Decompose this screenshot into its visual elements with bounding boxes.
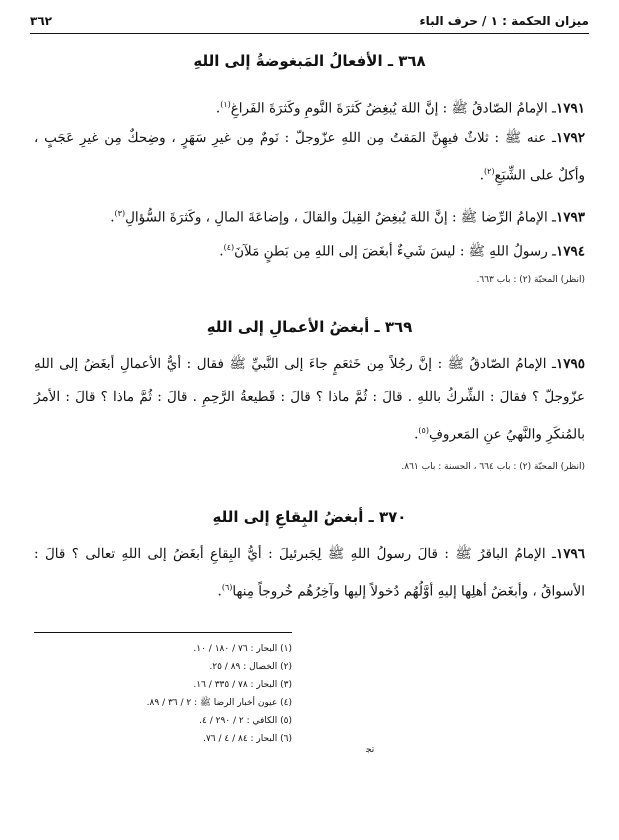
cross-reference: (انظر) المحبّة (٢) : باب ٦٦٣.: [476, 275, 585, 285]
footnote-5: (٥) الكافي : ٢ / ٢٩٠ / ٤.: [199, 716, 292, 726]
hadith-number: ١٧٩٣: [555, 209, 585, 226]
footnote-1: (١) البحار : ٧٦ / ١٨٠ / ١٠.: [193, 644, 292, 654]
cross-reference: (انظر) المحبّة (٢) : باب ٦٦٤ ، الحسنة : باب ٨٦١.: [401, 462, 585, 472]
section-title-369: ٣٦٩ ـ أبغضُ الأعمالِ إلى اللهِ: [206, 318, 413, 336]
footnote-marker: (٦): [221, 583, 233, 592]
hadith-text: ـ رسولُ اللهِ ﷺ : ليسَ شَيءٌ أبغَضَ إلى اللهِ مِن بَطنٍ مَلآنَ: [234, 243, 556, 260]
footnote-6: (٦) البحار : ٨٤ / ٤ / ٧٦.: [203, 734, 292, 744]
hadith-1791: ١٧٩١ـ الإمامُ الصّادقُ ﷺ : إنَّ اللهَ يُبغِضُ كَثرَةَ النَّومِ وكَثرَةَ الفَراغِ$^{(١)}$.: [215, 100, 585, 117]
running-title: ميزان الحكمة : ١ / حرف الباء: [419, 14, 589, 28]
hadith-number: ١٧٩٦: [555, 546, 585, 562]
section-title-368: ٣٦٨ ـ الأفعالُ المَبغوضةُ إلى اللهِ: [193, 52, 426, 70]
hadith-number: ١٧٩٤: [555, 243, 585, 260]
hadith-text: ـ عنه ﷺ : ثلاثٌ فيهِنَّ المَقتُ مِن اللهِ عزّوجلّ : نَومٌ مِن غيرِ سَهَرٍ ، وضِحكٌ مِن غيرِ عَجَبٍ ، وأكلٌ على الشِّبَعِ: [34, 130, 585, 184]
hadith-1793: ١٧٩٣ـ الإمامُ الرِّضا ﷺ : إنَّ اللهَ يُبغِضُ القِيلَ والقالَ ، وإضاعَةَ المالِ ، وكَثرَةَ السُّؤالِ$^{(٣)}$.: [110, 209, 585, 226]
hadith-number: ١٧٩٥: [555, 356, 585, 372]
footnote-marker: (٢): [484, 167, 495, 176]
hadith-text: ـ الإمامُ الرِّضا ﷺ : إنَّ اللهَ يُبغِضُ القِيلَ والقالَ ، وإضاعَةَ المالِ ، وكَثرَةَ السُّؤالِ: [125, 209, 556, 226]
hadith-number: ١٧٩٢: [555, 130, 585, 146]
hadith-number: ١٧٩١: [555, 100, 585, 117]
footnote-3: (٣) البحار : ٧٨ / ٣٣٥ / ١٦.: [193, 680, 292, 690]
header-divider: [30, 33, 589, 34]
hadith-1794: ١٧٩٤ـ رسولُ اللهِ ﷺ : ليسَ شَيءٌ أبغَضَ إلى اللهِ مِن بَطنٍ مَلآنَ$^{(٤)}$.: [219, 243, 585, 260]
footnote-2: (٢) الخصال : ٨٩ / ٢٥.: [209, 662, 292, 672]
footnote-divider: [34, 632, 292, 633]
running-header: [30, 10, 589, 32]
footnote-marker: (٤): [223, 243, 235, 252]
hadith-1795: ١٧٩٥ـ الإمامُ الصّادقُ ﷺ : إنَّ رجُلاً مِن خَثعَمٍ جاءَ إلى النَّبيِّ ﷺ فقال : أيُّ الأعمالِ أبغَضُ إلى اللهِ عزّوجلّ ؟ فقالَ : الشِّركُ باللهِ . قالَ : ثُمَّ ماذا ؟ قالَ : قَطيعةُ الرَّحِمِ . قالَ : ثُمَّ ماذا ؟ قالَ : الأمرُ بالمُنكَرِ والنَّهيُ عنِ المَعروفِ$^{(٥)}$.: [34, 356, 585, 443]
hadith-1792: ١٧٩٢ـ عنه ﷺ : ثلاثٌ فيهِنَّ المَقتُ مِن اللهِ عزّوجلّ : نَومٌ مِن غيرِ سَهَرٍ ، وضِحكٌ مِن غيرِ عَجَبٍ ، وأكلٌ على الشِّبَعِ$^{(٢)}$.: [34, 130, 585, 184]
footnote-4: (٤) عيون أخبار الرضا ﷺ : ٢ / ٣٦ / ٨٩.: [146, 698, 292, 708]
page-number: ٣٦٢: [30, 14, 52, 28]
hadith-text: ـ الإمامُ الصّادقُ ﷺ : إنَّ اللهَ يُبغِضُ كَثرَةَ النَّومِ وكَثرَةَ الفَراغِ: [230, 100, 556, 117]
footnote-marker: (٣): [114, 209, 126, 218]
section-title-370: ٣٧٠ ـ أبغضُ البِقاعِ إلى اللهِ: [212, 508, 407, 526]
page-mark: ﺗﺠ: [366, 745, 375, 755]
hadith-text: ـ الإمامُ الباقرُ ﷺ : قالَ رسولُ اللهِ ﷺ لِجَبرئيلَ : أيُّ البِقاعِ أبغَضُ إلى اللهِ تعالى ؟ قالَ : الأسواقُ ، وأبغَضُ أهلِها إليهِ أوَّلُهُم دُخولاً إليها وآخِرُهُم خُروجاً مِنها: [34, 546, 585, 600]
footnote-marker: (١): [220, 100, 231, 109]
footnotes: [34, 640, 292, 748]
hadith-text: ـ الإمامُ الصّادقُ ﷺ : إنَّ رجُلاً مِن خَثعَمٍ جاءَ إلى النَّبيِّ ﷺ فقال : أيُّ الأعمالِ أبغَضُ إلى اللهِ عزّوجلّ ؟ فقالَ : الشِّركُ باللهِ . قالَ : ثُمَّ ماذا ؟ قالَ : قَطيعةُ الرَّحِمِ . قالَ : ثُمَّ ماذا ؟ قالَ : الأمرُ بالمُنكَرِ والنَّهيُ عنِ المَعروفِ: [34, 356, 585, 443]
hadith-1796: ١٧٩٦ـ الإمامُ الباقرُ ﷺ : قالَ رسولُ اللهِ ﷺ لِجَبرئيلَ : أيُّ البِقاعِ أبغَضُ إلى اللهِ تعالى ؟ قالَ : الأسواقُ ، وأبغَضُ أهلِها إليهِ أوَّلُهُم دُخولاً إليها وآخِرُهُم خُروجاً مِنها$^{(٦)}$.: [34, 546, 585, 600]
footnote-marker: (٥): [418, 426, 429, 435]
